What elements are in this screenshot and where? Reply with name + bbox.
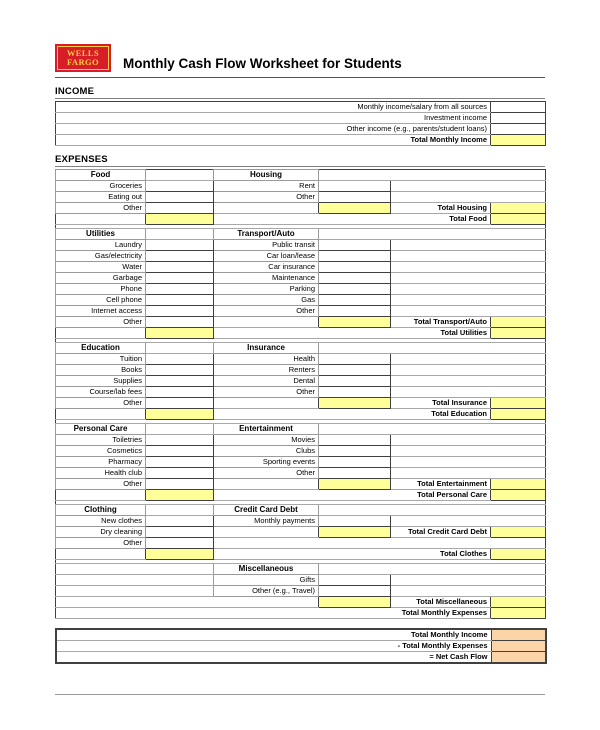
table-row — [56, 240, 546, 251]
total-value[interactable] — [491, 549, 546, 560]
category-header: Miscellaneous — [214, 564, 319, 575]
amount-input[interactable] — [146, 240, 214, 251]
amount-input[interactable] — [319, 575, 391, 586]
page-title: Monthly Cash Flow Worksheet for Students — [123, 56, 402, 71]
expense-label: Water — [56, 262, 146, 273]
expense-label: Cosmetics — [56, 446, 146, 457]
total-value[interactable] — [491, 214, 546, 225]
table-row — [56, 203, 546, 214]
expense-label: Other — [214, 306, 319, 317]
total-label: Total Monthly Expenses — [391, 608, 491, 619]
amount-input[interactable] — [319, 586, 391, 597]
table-row — [56, 586, 546, 597]
table-row — [56, 354, 546, 365]
amount-input[interactable] — [319, 387, 391, 398]
expense-label: Dry cleaning — [56, 527, 146, 538]
table-row — [56, 629, 546, 641]
subtotal-input[interactable] — [319, 203, 391, 214]
amount-input[interactable] — [146, 387, 214, 398]
expense-label: Other — [56, 203, 146, 214]
table-row — [56, 424, 546, 435]
wells-fargo-logo — [55, 44, 111, 72]
total-label: Total Personal Care — [391, 490, 491, 501]
summary-label: = Net Cash Flow — [56, 652, 491, 664]
income-input[interactable] — [491, 124, 546, 135]
table-row — [56, 641, 546, 652]
total-label: Total Food — [391, 214, 491, 225]
amount-input[interactable] — [319, 354, 391, 365]
total-label: Total Utilities — [391, 328, 491, 339]
expense-label: Health club — [56, 468, 146, 479]
expenses-section-heading: EXPENSES — [55, 154, 545, 167]
expense-label: Monthly payments — [214, 516, 319, 527]
table-row — [56, 306, 546, 317]
subtotal-input[interactable] — [146, 328, 214, 339]
amount-input[interactable] — [319, 457, 391, 468]
summary-label: - Total Monthly Expenses — [56, 641, 491, 652]
total-label: Total Clothes — [391, 549, 491, 560]
total-value[interactable] — [491, 490, 546, 501]
total-value[interactable] — [491, 398, 546, 409]
expense-label: Car loan/lease — [214, 251, 319, 262]
amount-input[interactable] — [319, 435, 391, 446]
amount-input[interactable] — [146, 354, 214, 365]
amount-input[interactable] — [146, 284, 214, 295]
amount-input[interactable] — [146, 295, 214, 306]
summary-value[interactable] — [491, 629, 546, 641]
amount-input[interactable] — [146, 317, 214, 328]
amount-input[interactable] — [319, 468, 391, 479]
total-label: Total Education — [391, 409, 491, 420]
table-row — [56, 527, 546, 538]
table-row — [56, 376, 546, 387]
expense-label: Gas/electricity — [56, 251, 146, 262]
table-row — [56, 435, 546, 446]
total-value[interactable] — [491, 479, 546, 490]
amount-input[interactable] — [146, 251, 214, 262]
amount-input[interactable] — [319, 365, 391, 376]
table-row — [56, 229, 546, 240]
expense-label: New clothes — [56, 516, 146, 527]
table-row — [56, 343, 546, 354]
amount-input[interactable] — [146, 446, 214, 457]
subtotal-input[interactable] — [319, 479, 391, 490]
subtotal-input[interactable] — [146, 490, 214, 501]
subtotal-input[interactable] — [146, 549, 214, 560]
expense-label: Car insurance — [214, 262, 319, 273]
table-row — [56, 398, 546, 409]
total-label: Total Transport/Auto — [391, 317, 491, 328]
income-table — [55, 101, 546, 146]
wells-fargo-logo-frame — [57, 46, 109, 70]
summary-table — [55, 628, 547, 664]
amount-input[interactable] — [146, 203, 214, 214]
expense-label: Groceries — [56, 181, 146, 192]
amount-input[interactable] — [146, 273, 214, 284]
amount-input[interactable] — [146, 468, 214, 479]
expense-label: Dental — [214, 376, 319, 387]
table-row — [56, 457, 546, 468]
total-value[interactable] — [491, 597, 546, 608]
income-label: Investment income — [56, 113, 491, 124]
amount-input[interactable] — [319, 446, 391, 457]
table-row — [56, 505, 546, 516]
total-label: Total Entertainment — [391, 479, 491, 490]
category-header: Insurance — [214, 343, 319, 354]
logo-text-line1: WELLS — [66, 47, 100, 58]
expense-label: Pharmacy — [56, 457, 146, 468]
expense-label: Books — [56, 365, 146, 376]
summary-label: Total Monthly Income — [56, 629, 491, 641]
total-value[interactable] — [491, 317, 546, 328]
expenses-table — [55, 169, 546, 619]
expense-label: Other — [56, 398, 146, 409]
subtotal-input[interactable] — [319, 527, 391, 538]
table-row — [56, 409, 546, 420]
subtotal-input[interactable] — [146, 409, 214, 420]
amount-input[interactable] — [146, 365, 214, 376]
total-label: Total Insurance — [391, 398, 491, 409]
footer-divider — [55, 694, 545, 695]
table-row — [56, 317, 546, 328]
expense-label: Sporting events — [214, 457, 319, 468]
table-row — [56, 479, 546, 490]
category-header: Housing — [214, 170, 319, 181]
amount-input[interactable] — [319, 192, 391, 203]
subtotal-input[interactable] — [319, 317, 391, 328]
summary-value[interactable] — [491, 652, 546, 664]
category-header: Transport/Auto — [214, 229, 319, 240]
expense-label: Other — [214, 468, 319, 479]
category-header: Entertainment — [214, 424, 319, 435]
category-header: Clothing — [56, 505, 146, 516]
logo-text-line2: FARGO — [66, 57, 100, 67]
category-header: Utilities — [56, 229, 146, 240]
subtotal-input[interactable] — [319, 597, 391, 608]
table-row — [56, 284, 546, 295]
total-value[interactable] — [491, 608, 546, 619]
category-header: Food — [56, 170, 146, 181]
expense-label: Other — [56, 479, 146, 490]
amount-input[interactable] — [146, 306, 214, 317]
expense-label: Parking — [214, 284, 319, 295]
table-row — [56, 273, 546, 284]
table-row — [56, 170, 546, 181]
amount-input[interactable] — [319, 240, 391, 251]
table-row — [56, 262, 546, 273]
table-row — [56, 113, 546, 124]
amount-input[interactable] — [319, 251, 391, 262]
subtotal-input[interactable] — [146, 214, 214, 225]
amount-input[interactable] — [146, 527, 214, 538]
expense-label: Gifts — [214, 575, 319, 586]
table-row — [56, 181, 546, 192]
table-row — [56, 192, 546, 203]
amount-input[interactable] — [146, 262, 214, 273]
amount-input[interactable] — [319, 181, 391, 192]
expense-label: Other — [56, 317, 146, 328]
expense-label: Other — [214, 387, 319, 398]
amount-input[interactable] — [319, 306, 391, 317]
expense-label: Clubs — [214, 446, 319, 457]
table-row — [56, 295, 546, 306]
expense-label: Supplies — [56, 376, 146, 387]
expense-label: Public transit — [214, 240, 319, 251]
income-total-value[interactable] — [491, 135, 546, 146]
income-input[interactable] — [491, 113, 546, 124]
table-row — [56, 608, 546, 619]
income-label: Monthly income/salary from all sources — [56, 102, 491, 113]
total-label: Total Housing — [391, 203, 491, 214]
total-value[interactable] — [491, 527, 546, 538]
expense-label: Laundry — [56, 240, 146, 251]
subtotal-input[interactable] — [319, 398, 391, 409]
income-input[interactable] — [491, 102, 546, 113]
income-section-heading: INCOME — [55, 86, 545, 99]
amount-input[interactable] — [319, 284, 391, 295]
expense-label: Phone — [56, 284, 146, 295]
table-row — [56, 652, 546, 664]
table-row — [56, 124, 546, 135]
table-row — [56, 251, 546, 262]
expense-label: Cell phone — [56, 295, 146, 306]
total-label: Total Miscellaneous — [391, 597, 491, 608]
table-row — [56, 214, 546, 225]
expense-label: Tuition — [56, 354, 146, 365]
amount-input[interactable] — [146, 457, 214, 468]
amount-input[interactable] — [319, 516, 391, 527]
category-header: Education — [56, 343, 146, 354]
table-row — [56, 597, 546, 608]
expense-label: Movies — [214, 435, 319, 446]
table-row — [56, 387, 546, 398]
amount-input[interactable] — [146, 192, 214, 203]
total-value[interactable] — [491, 328, 546, 339]
income-total-label: Total Monthly Income — [56, 135, 491, 146]
amount-input[interactable] — [146, 538, 214, 549]
amount-input[interactable] — [146, 376, 214, 387]
expense-label: Other — [214, 192, 319, 203]
table-row — [56, 446, 546, 457]
table-row — [56, 328, 546, 339]
income-label: Other income (e.g., parents/student loans) — [56, 124, 491, 135]
amount-input[interactable] — [146, 181, 214, 192]
table-row — [56, 575, 546, 586]
table-row — [56, 490, 546, 501]
amount-input[interactable] — [319, 273, 391, 284]
total-value[interactable] — [491, 203, 546, 214]
expense-label: Renters — [214, 365, 319, 376]
expense-label: Rent — [214, 181, 319, 192]
table-row — [56, 102, 546, 113]
amount-input[interactable] — [319, 376, 391, 387]
table-row — [56, 365, 546, 376]
expense-label: Other — [56, 538, 146, 549]
total-label: Total Credit Card Debt — [391, 527, 491, 538]
table-row — [56, 549, 546, 560]
expense-label: Maintenance — [214, 273, 319, 284]
expense-label: Other (e.g., Travel) — [214, 586, 319, 597]
expense-label: Internet access — [56, 306, 146, 317]
expense-label: Eating out — [56, 192, 146, 203]
category-header: Personal Care — [56, 424, 146, 435]
expense-label: Garbage — [56, 273, 146, 284]
page-header — [55, 44, 545, 78]
expense-label: Health — [214, 354, 319, 365]
table-row — [56, 516, 546, 527]
category-header: Credit Card Debt — [214, 505, 319, 516]
expense-label: Gas — [214, 295, 319, 306]
total-value[interactable] — [491, 409, 546, 420]
table-row — [56, 135, 546, 146]
summary-value[interactable] — [491, 641, 546, 652]
table-row — [56, 468, 546, 479]
expense-label: Toiletries — [56, 435, 146, 446]
amount-input[interactable] — [146, 516, 214, 527]
amount-input[interactable] — [319, 262, 391, 273]
amount-input[interactable] — [146, 398, 214, 409]
table-row — [56, 564, 546, 575]
table-row — [56, 538, 546, 549]
amount-input[interactable] — [146, 435, 214, 446]
expense-label: Course/lab fees — [56, 387, 146, 398]
amount-input[interactable] — [319, 295, 391, 306]
amount-input[interactable] — [146, 479, 214, 490]
